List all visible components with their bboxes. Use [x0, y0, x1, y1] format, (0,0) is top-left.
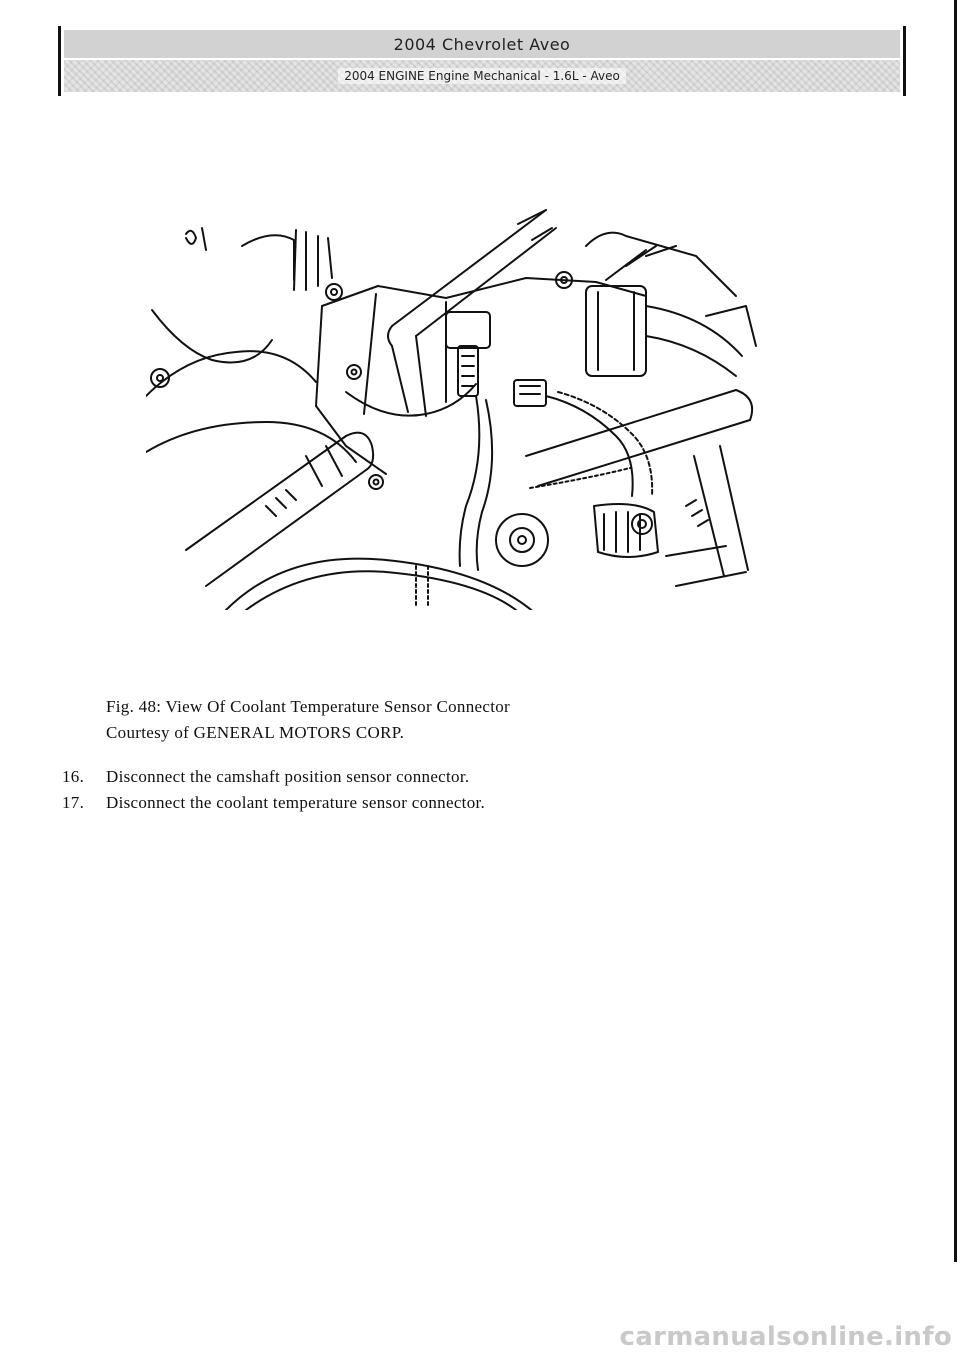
document-header	[58, 26, 906, 96]
step-text: Disconnect the coolant temperature sensor connector.	[106, 793, 486, 812]
header-subtitle-bar	[64, 60, 900, 92]
step-item	[62, 790, 485, 816]
header-subtitle: 2004 ENGINE Engine Mechanical - 1.6L - Aveo	[338, 68, 626, 84]
procedure-steps	[62, 764, 485, 816]
caption-credit: Courtesy of GENERAL MOTORS CORP.	[106, 723, 405, 742]
step-number: 16.	[62, 767, 85, 786]
page-right-border	[954, 0, 957, 1262]
caption-title: Fig. 48: View Of Coolant Temperature Sensor Connector	[106, 697, 510, 716]
step-number: 17.	[62, 793, 85, 812]
step-text: Disconnect the camshaft position sensor connector.	[106, 767, 470, 786]
header-left-border	[58, 26, 61, 96]
header-title: 2004 Chevrolet Aveo	[64, 30, 900, 58]
step-item	[62, 764, 485, 790]
site-watermark: carmanualsonline.info	[619, 1322, 952, 1352]
header-right-border	[903, 26, 906, 96]
engine-illustration	[146, 206, 758, 610]
figure-caption	[106, 694, 510, 746]
